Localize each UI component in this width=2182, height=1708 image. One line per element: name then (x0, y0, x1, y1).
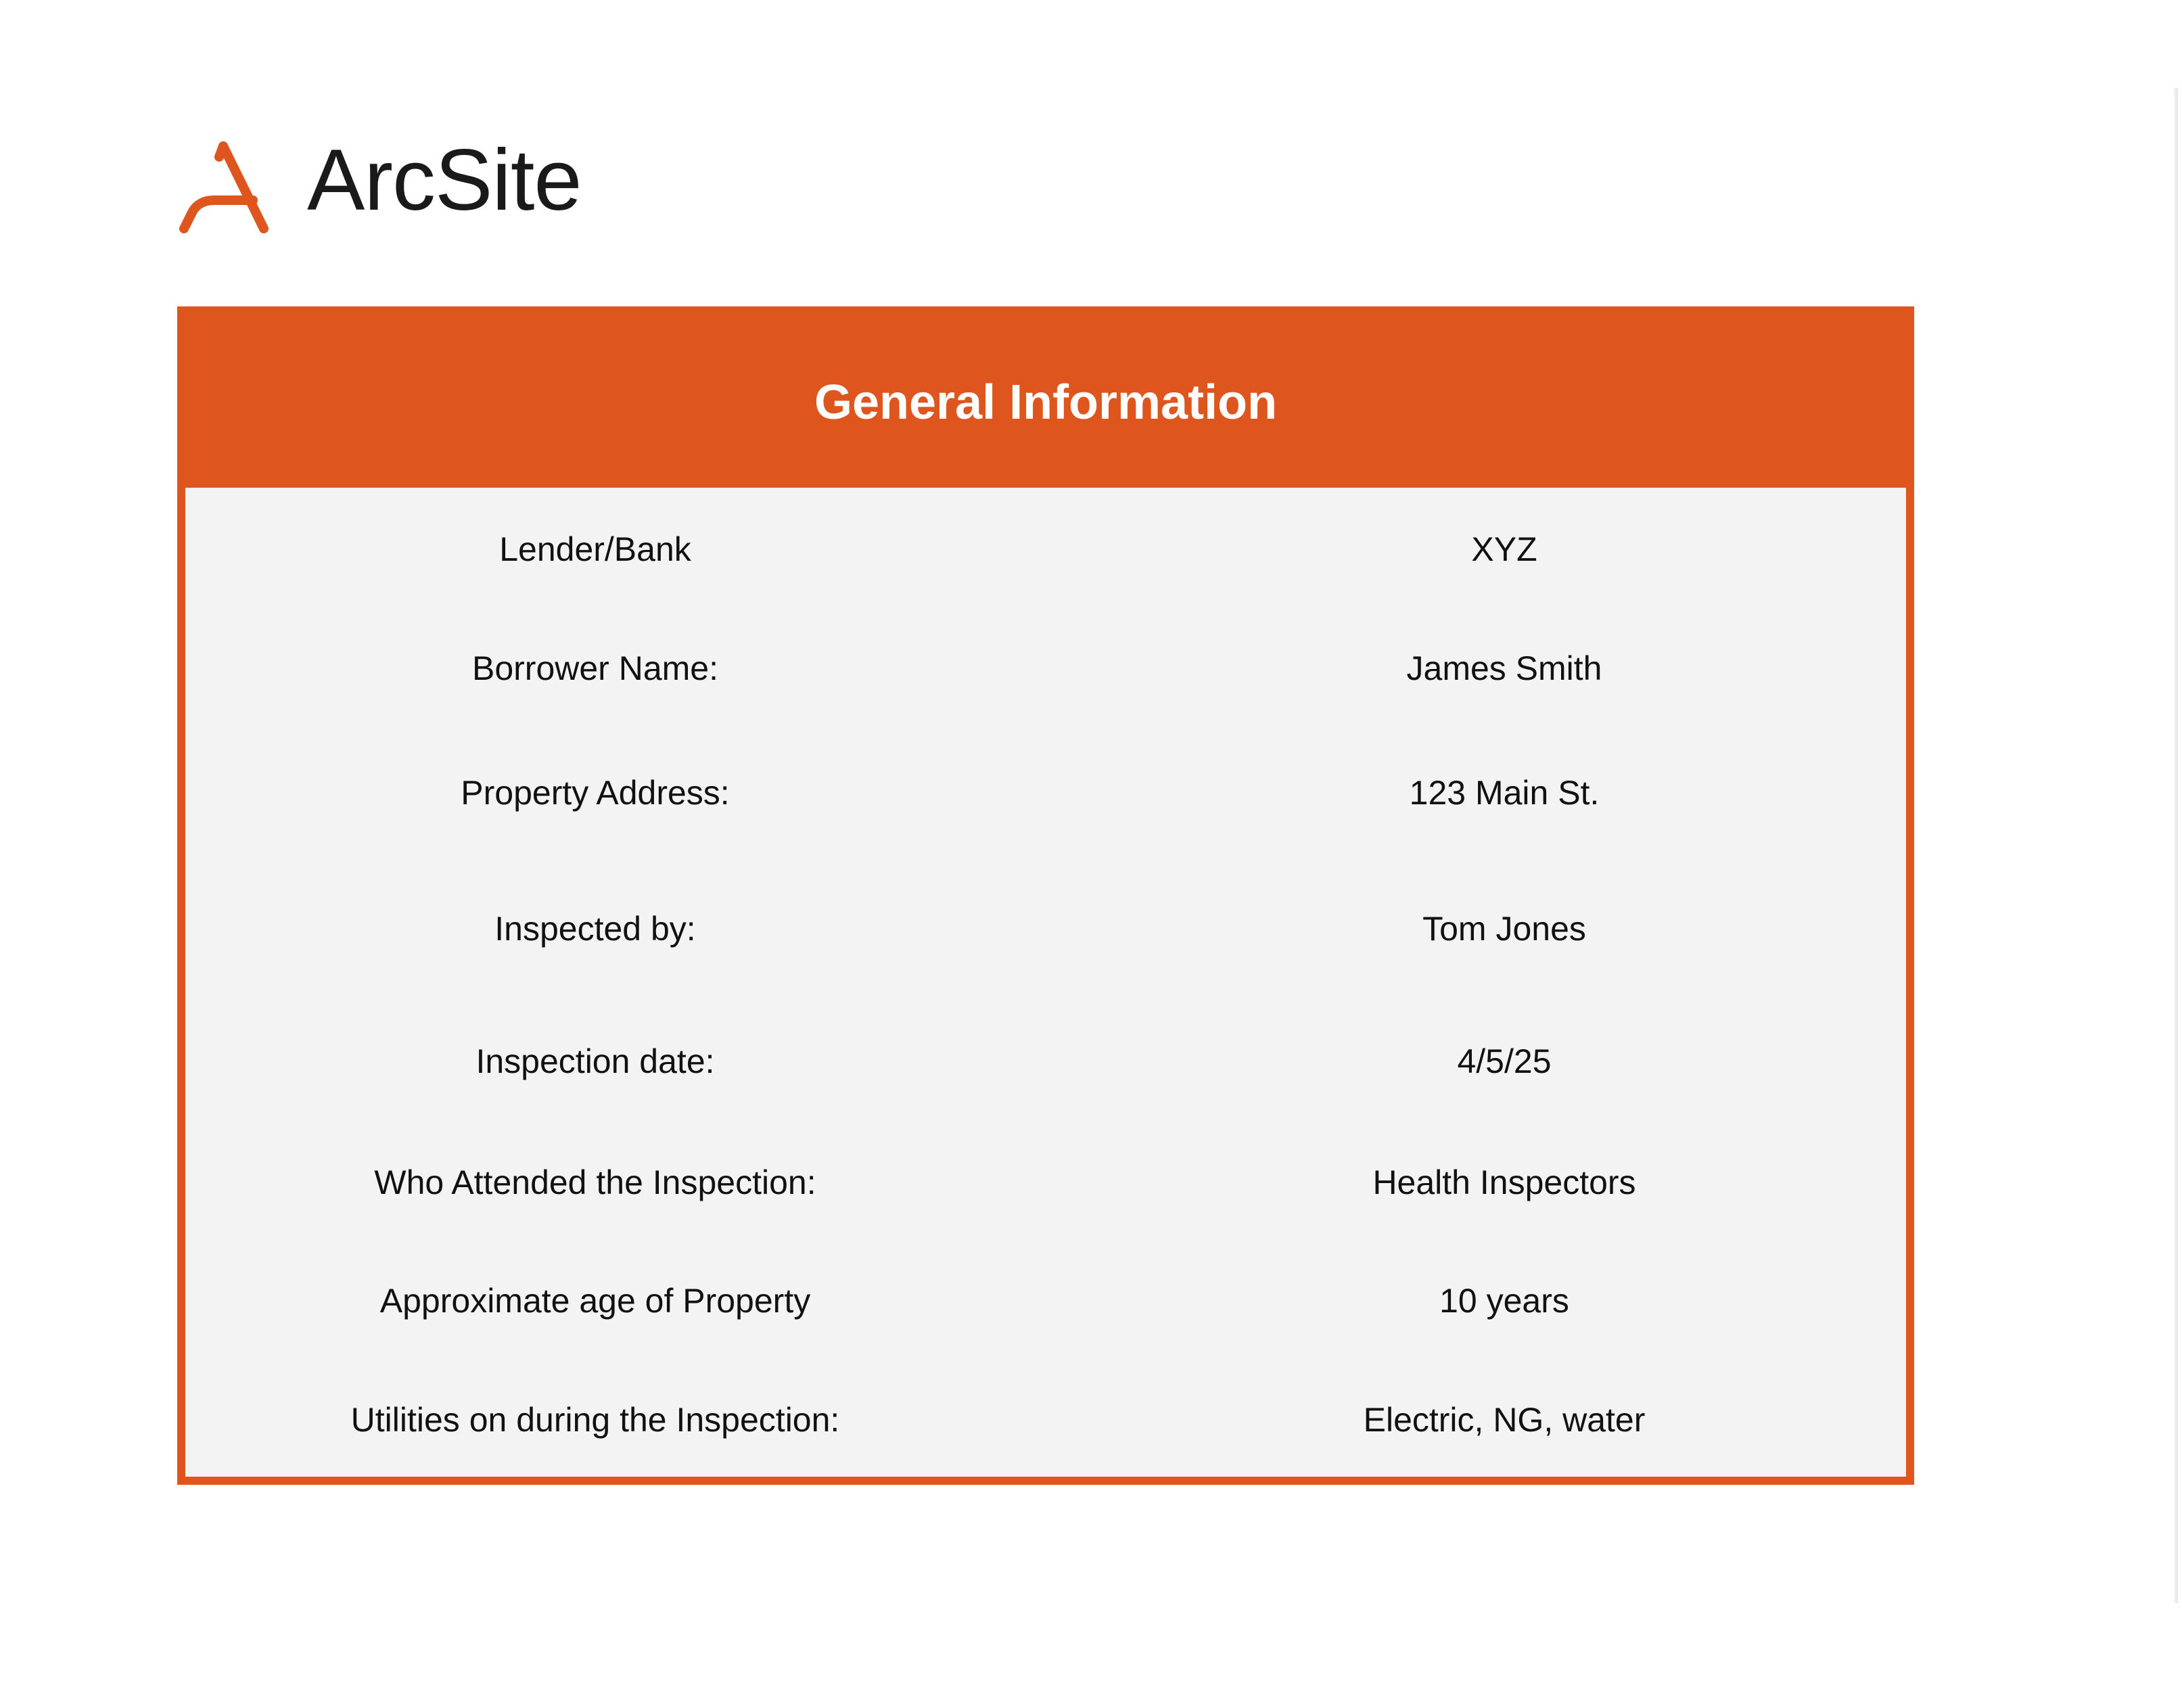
row-label: Who Attended the Inspection: (374, 1163, 816, 1201)
row-label: Inspected by: (494, 910, 696, 948)
row-label: Inspection date: (475, 1042, 715, 1080)
row-value: Health Inspectors (1372, 1163, 1636, 1201)
card-header (177, 306, 1914, 488)
arcsite-a-mark-icon (177, 134, 272, 235)
row-value: Electric, NG, water (1363, 1401, 1646, 1439)
info-row-inspector (185, 905, 1906, 952)
general-information-card (177, 306, 1914, 1485)
info-row-inspection-date (185, 1038, 1906, 1085)
row-value: 10 years (1439, 1282, 1569, 1320)
row-label: Borrower Name: (472, 649, 718, 687)
row-value: 123 Main St. (1409, 774, 1600, 812)
row-label: Property Address: (461, 774, 730, 812)
row-label: Utilities on during the Inspection: (350, 1401, 840, 1439)
row-label: Approximate age of Property (379, 1282, 811, 1320)
info-row-property-age (185, 1277, 1906, 1324)
row-value: James Smith (1406, 649, 1602, 687)
page-edge-shadow (2174, 88, 2178, 1603)
brand-name: ArcSite (307, 132, 582, 229)
arcsite-logo (177, 134, 582, 235)
info-row-attendees (185, 1159, 1906, 1206)
row-value: Tom Jones (1422, 910, 1586, 948)
info-row-borrower (185, 645, 1906, 692)
info-row-utilities (185, 1396, 1906, 1444)
card-title: General Information (814, 375, 1278, 430)
info-row-lender (185, 526, 1906, 573)
info-row-address (185, 769, 1906, 816)
row-value: 4/5/25 (1457, 1042, 1552, 1080)
row-value: XYZ (1471, 530, 1537, 568)
row-label: Lender/Bank (499, 530, 691, 568)
